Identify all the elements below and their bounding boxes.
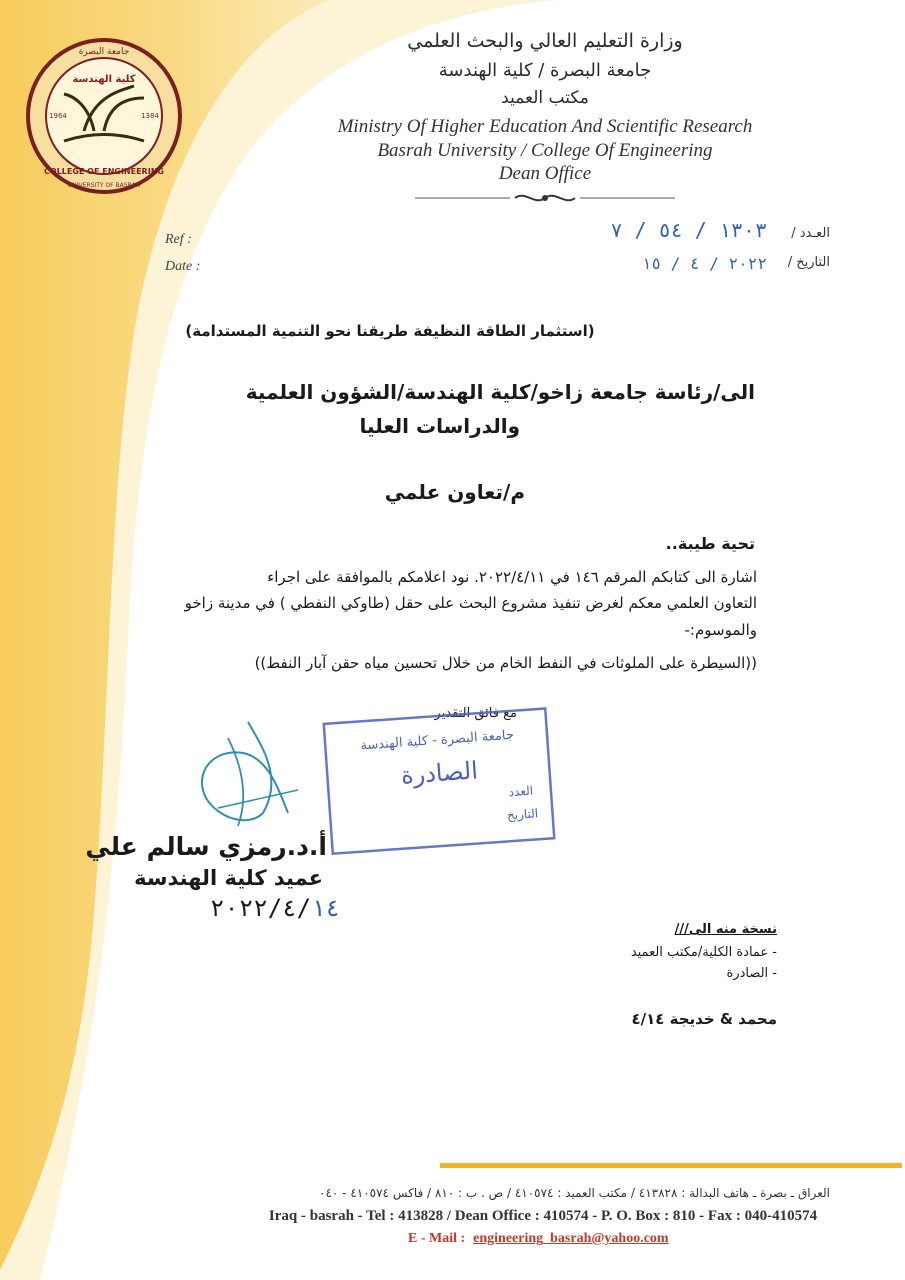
logo-top-text: جامعة البصرة [78, 47, 130, 57]
header-ministry-ar: وزارة التعليم العالي والبحث العلمي [407, 30, 683, 52]
footer-email [408, 1231, 669, 1247]
logo-year-right: 1384 [141, 112, 159, 120]
greeting: تحية طيبة.. [665, 534, 755, 553]
stamp-line-1: جامعة البصرة - كلية الهندسة [359, 727, 515, 754]
document-date: ٢٠٢٢ / ٤ / ١٥ [641, 254, 767, 273]
handwritten-signature [188, 718, 303, 830]
logo-en-univ: UNIVERSITY OF BASRAH [67, 182, 141, 189]
typist-initials: محمد & خديجة ٤/١٤ [631, 1010, 777, 1028]
recipient-line-2: والدراسات العليا [359, 414, 520, 438]
recipient-line-1: الى/رئاسة جامعة زاخو/كلية الهندسة/الشؤون العلمية [245, 380, 755, 404]
slogan: (استثمار الطاقة النظيفة طريقنا نحو التنمية المستدامة) [185, 322, 595, 340]
cc-item-1: - عمادة الكلية/مكتب العميد [630, 945, 777, 960]
dean-name: أ.د.رمزي سالم علي [85, 832, 327, 861]
logo-ar-name: كلية الهندسة [72, 74, 136, 85]
regards: مع فائق التقدير [434, 706, 517, 721]
header-university-ar: جامعة البصرة / كلية الهندسة [438, 60, 652, 81]
issued-stamp [320, 706, 560, 856]
body-paragraph-line-1: اشارة الى كتابكم المرقم ١٤٦ في ٢٠٢٢/٤/١١. نود اعلامكم بالموافقة على اجراء [267, 568, 757, 586]
dean-title: عميد كلية الهندسة [134, 866, 323, 890]
footer-contact-ar: العراق ـ بصرة ـ هاتف البدالة : ٤١٣٨٢٨ / مكتب العميد : ٤١٠٥٧٤ / ص . ب : ٨١٠ / فاكس ٤١٠٥٧٤ - ٠٤٠ [319, 1186, 830, 1200]
signature-date [210, 894, 340, 922]
signature-date-handwritten: ١٤ [311, 894, 340, 922]
header-office-ar: مكتب العميد [501, 88, 589, 108]
date-label: Date : [165, 259, 201, 274]
email-link[interactable]: engineering_basrah@yahoo.com [473, 1231, 669, 1246]
header-ministry-en: Ministry Of Higher Education And Scientific Research [337, 116, 753, 137]
ref-label: Ref : [165, 232, 192, 247]
stamp-line-4: التاريخ [506, 806, 539, 823]
cc-title: نسخة منه الى/// [674, 922, 777, 937]
number-label-ar: العـدد / [791, 226, 830, 241]
cc-item-2: - الصادرة [726, 966, 777, 981]
ornament-divider [415, 188, 675, 208]
body-paragraph-line-2: التعاون العلمي معكم لغرض تنفيذ مشروع البحث على حقل (طاوكي النفطي ) في مدينة زاخو [184, 594, 757, 612]
body-paragraph-line-3: والموسوم:- [684, 621, 757, 639]
email-label: E - Mail : [408, 1231, 466, 1246]
logo-year-left: 1964 [49, 112, 67, 120]
footer-divider [440, 1163, 902, 1168]
stamp-line-2: الصادرة [400, 756, 479, 790]
header-office-en: Dean Office [498, 163, 592, 184]
college-logo [24, 36, 184, 196]
signature-date-printed: ٢٠٢٢/٤/ [209, 894, 312, 922]
document-number: ١٣٠٣ / ٥٤ / ٧ [610, 218, 767, 242]
date-label-ar: التاريخ / [787, 255, 830, 270]
subject: م/تعاون علمي [384, 480, 525, 504]
stamp-line-3: العدد [508, 783, 534, 800]
logo-en-name: COLLEGE OF ENGINEERING [44, 167, 164, 176]
header-university-en: Basrah University / College Of Engineering [377, 140, 713, 161]
research-title: ((السيطرة على الملوثات في النفط الخام من خلال تحسين مياه حقن آبار النفط)) [254, 654, 757, 672]
footer-contact-en: Iraq - basrah - Tel : 413828 / Dean Office : 410574 - P. O. Box : 810 - Fax : 040-410574 [268, 1208, 818, 1224]
